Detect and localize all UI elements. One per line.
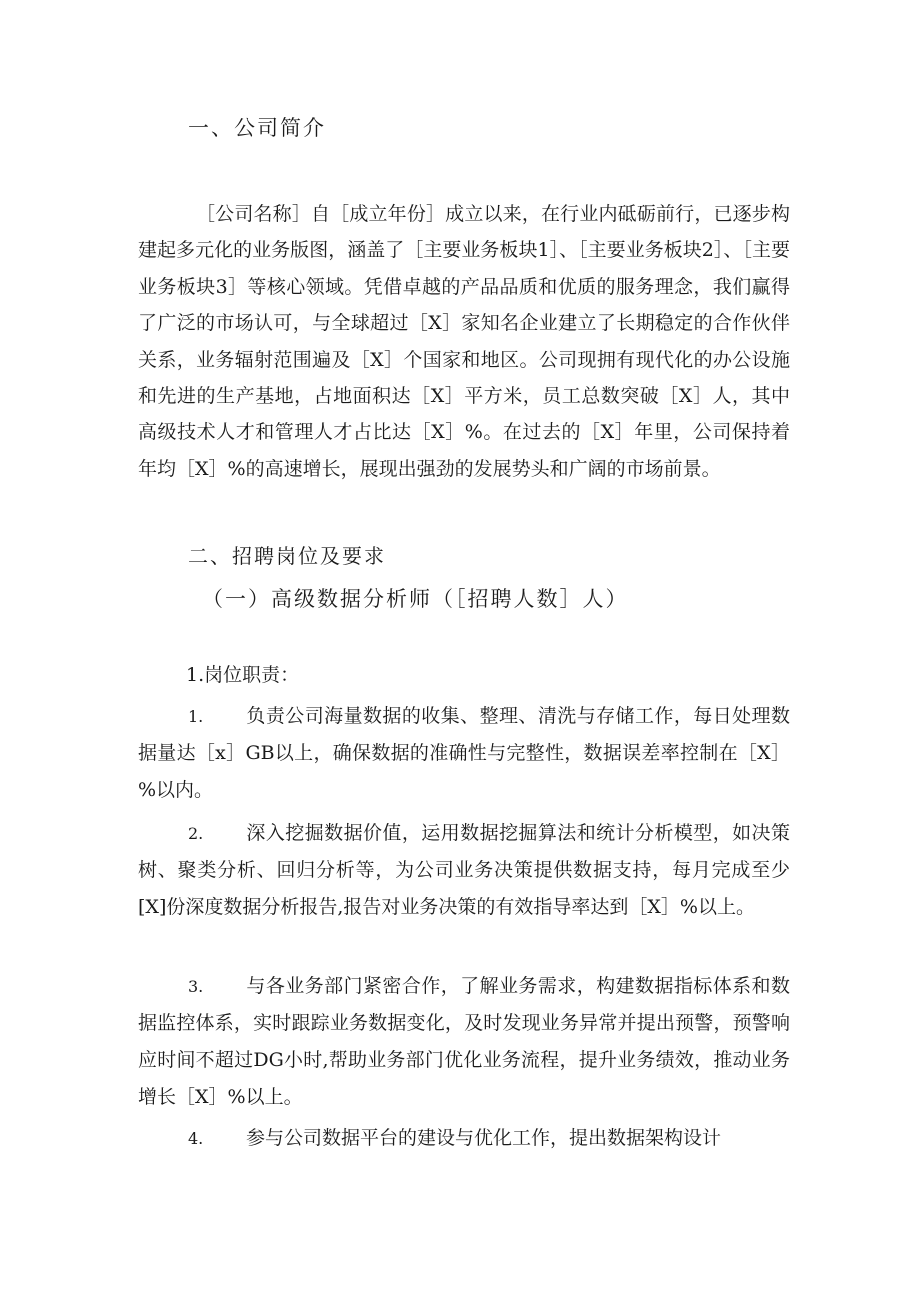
- duty-text: 深入挖掘数据价值，运用数据挖掘算法和统计分析模型，如决策树、聚类分析、回归分析等，为公司业务决策提供数据支持，每月完成至少[X]份深度数据分析报告,报告对业务决策的有效指导率达到［X］%以上。: [138, 822, 790, 918]
- duty-text: 负责公司海量数据的收集、整理、清洗与存储工作，每日处理数据量达［x］GB以上，确保数据的准确性与完整性，数据误差率控制在［X］%以内。: [138, 705, 790, 801]
- duty-item: [138, 815, 790, 926]
- company-intro-paragraph: ［公司名称］自［成立年份］成立以来，在行业内砥砺前行，已逐步构建起多元化的业务版图，涵盖了［主要业务板块1］、［主要业务板块2］、［主要业务板块3］等核心领域。凭借卓越的产品品质和优质的服务理念，我们赢得了广泛的市场认可，与全球超过［X］家知名企业建立了长期稳定的合作伙伴关系，业务辐射范围遍及［X］个国家和地区。公司现拥有现代化的办公设施和先进的生产基地，占地面积达［X］平方米，员工总数突破［X］人，其中高级技术人才和管理人才占比达［X］%。在过去的［X］年里，公司保持着年均［X］%的高速增长，展现出强劲的发展势头和广阔的市场前景。: [138, 203, 790, 480]
- duty-text: 与各业务部门紧密合作，了解业务需求，构建数据指标体系和数据监控体系，实时跟踪业务数据变化，及时发现业务异常并提出预警，预警响应时间不超过DG小时,帮助业务部门优化业务流程，提升业务绩效，推动业务增长［X］%以上。: [138, 975, 790, 1108]
- duty-text: 参与公司数据平台的建设与优化工作，提出数据架构设计: [246, 1127, 722, 1149]
- duty-item: [138, 698, 790, 809]
- section-heading-recruitment: 二、招聘岗位及要求: [188, 544, 386, 568]
- section-heading-company-intro: 一、公司简介: [188, 116, 326, 140]
- duties-label: 1.岗位职责：: [186, 664, 300, 686]
- position-title: （一）高级数据分析师（［招聘人数］人）: [202, 587, 629, 611]
- duty-number: 1.: [188, 707, 204, 726]
- duty-number: 4.: [188, 1129, 204, 1148]
- duty-item: [138, 968, 790, 1116]
- duty-number: 2.: [188, 824, 204, 843]
- duty-item: [138, 1120, 790, 1157]
- duty-number: 3.: [188, 977, 204, 996]
